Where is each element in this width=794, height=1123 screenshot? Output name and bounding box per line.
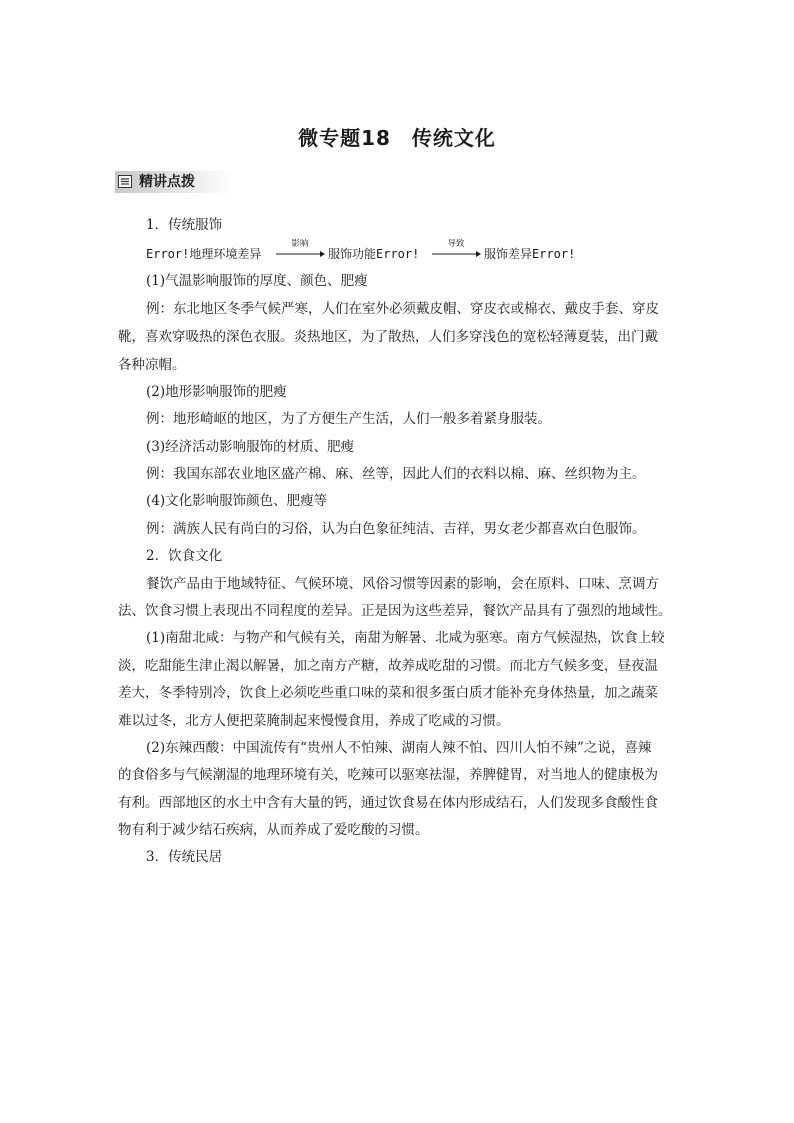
paragraph-line: 的食俗多与气候潮湿的地理环境有关，吃辣可以驱寒祛湿，养脾健胃，对当地人的健康极为: [118, 767, 658, 783]
paragraph-line: 例：地形崎岖的地区，为了方便生产生活，人们一般多着紧身服装。: [146, 411, 551, 427]
paragraph-line: 例：东北地区冬季气候严寒，人们在室外必须戴皮帽、穿皮衣或棉衣、戴皮手套、穿皮: [146, 301, 659, 317]
subheading: (2)地形影响服饰的肥瘦: [146, 384, 287, 400]
flow-part-2: 服饰功能Error!: [328, 247, 420, 261]
paragraph-line: 法、饮食习惯上表现出不同程度的差异。正是因为这些差异，餐饮产品具有了强烈的地域性。: [118, 603, 672, 619]
paragraph-line: 差大，冬季特别冷，饮食上必须吃些重口味的菜和很多蛋白质才能补充身体热量，加之蔬菜: [118, 685, 658, 701]
section-tag-label: 精讲点拨: [139, 174, 195, 190]
paragraph-line: 各种凉帽。: [118, 357, 186, 373]
notebook-icon: [118, 175, 132, 188]
subheading: (4)文化影响服饰颜色、肥瘦等: [146, 493, 328, 509]
subheading: (3)经济活动影响服饰的材质、肥瘦: [146, 439, 355, 455]
arrow-right-icon: [274, 249, 326, 259]
flow-arrow-1: [274, 239, 326, 265]
paragraph-line: 靴，喜欢穿吸热的深色衣服。炎热地区，为了散热，人们多穿浅色的宽松轻薄夏装，出门戴: [118, 329, 658, 345]
heading-1: 1．传统服饰: [146, 217, 223, 233]
heading-3: 3．传统民居: [146, 849, 223, 865]
paragraph-line: 难以过冬，北方人便把菜腌制起来慢慢食用，养成了吃咸的习惯。: [118, 713, 510, 729]
subheading: (1)气温影响服饰的厚度、颜色、肥瘦: [146, 273, 368, 289]
paragraph-line: 例：满族人民有尚白的习俗，认为白色象征纯洁、吉祥，男女老少都喜欢白色服饰。: [146, 521, 646, 537]
page-title: 微专题18 传统文化: [298, 126, 496, 150]
paragraph-line: 淡，吃甜能生津止渴以解暑，加之南方产糖，故养成吃甜的习惯。而北方气候多变，昼夜温: [118, 658, 658, 674]
paragraph-line: 例：我国东部农业地区盛产棉、麻、丝等，因此人们的衣料以棉、麻、丝织物为主。: [146, 466, 646, 482]
flow-part-1: Error!地理环境差异: [146, 247, 262, 261]
flow-arrow-2: [430, 239, 482, 265]
paragraph-line: 有利。西部地区的水土中含有大量的钙，通过饮食易在体内形成结石，人们发现多食酸性食: [118, 795, 658, 811]
flow-diagram: [146, 239, 686, 265]
paragraph-line: 餐饮产品由于地域特征、气候环境、风俗习惯等因素的影响，会在原料、口味、烹调方: [146, 576, 659, 592]
flow-part-3: 服饰差异Error!: [484, 247, 576, 261]
heading-2: 2．饮食文化: [146, 548, 223, 564]
paragraph-line: 物有利于减少结石疾病，从而养成了爱吃酸的习惯。: [118, 822, 429, 838]
paragraph-line: (2)东辣西酸：中国流传有“贵州人不怕辣、湖南人辣不怕、四川人怕不辣”之说，喜辣: [146, 740, 652, 756]
arrow-right-icon: [430, 249, 482, 259]
flow-arrow-2-label: 导致: [447, 239, 465, 249]
flow-arrow-1-label: 影响: [291, 239, 309, 249]
paragraph-line: (1)南甜北咸：与物产和气候有关，南甜为解暑、北咸为驱寒。南方气候湿热，饮食上较: [146, 630, 665, 646]
section-tag: [115, 170, 233, 194]
